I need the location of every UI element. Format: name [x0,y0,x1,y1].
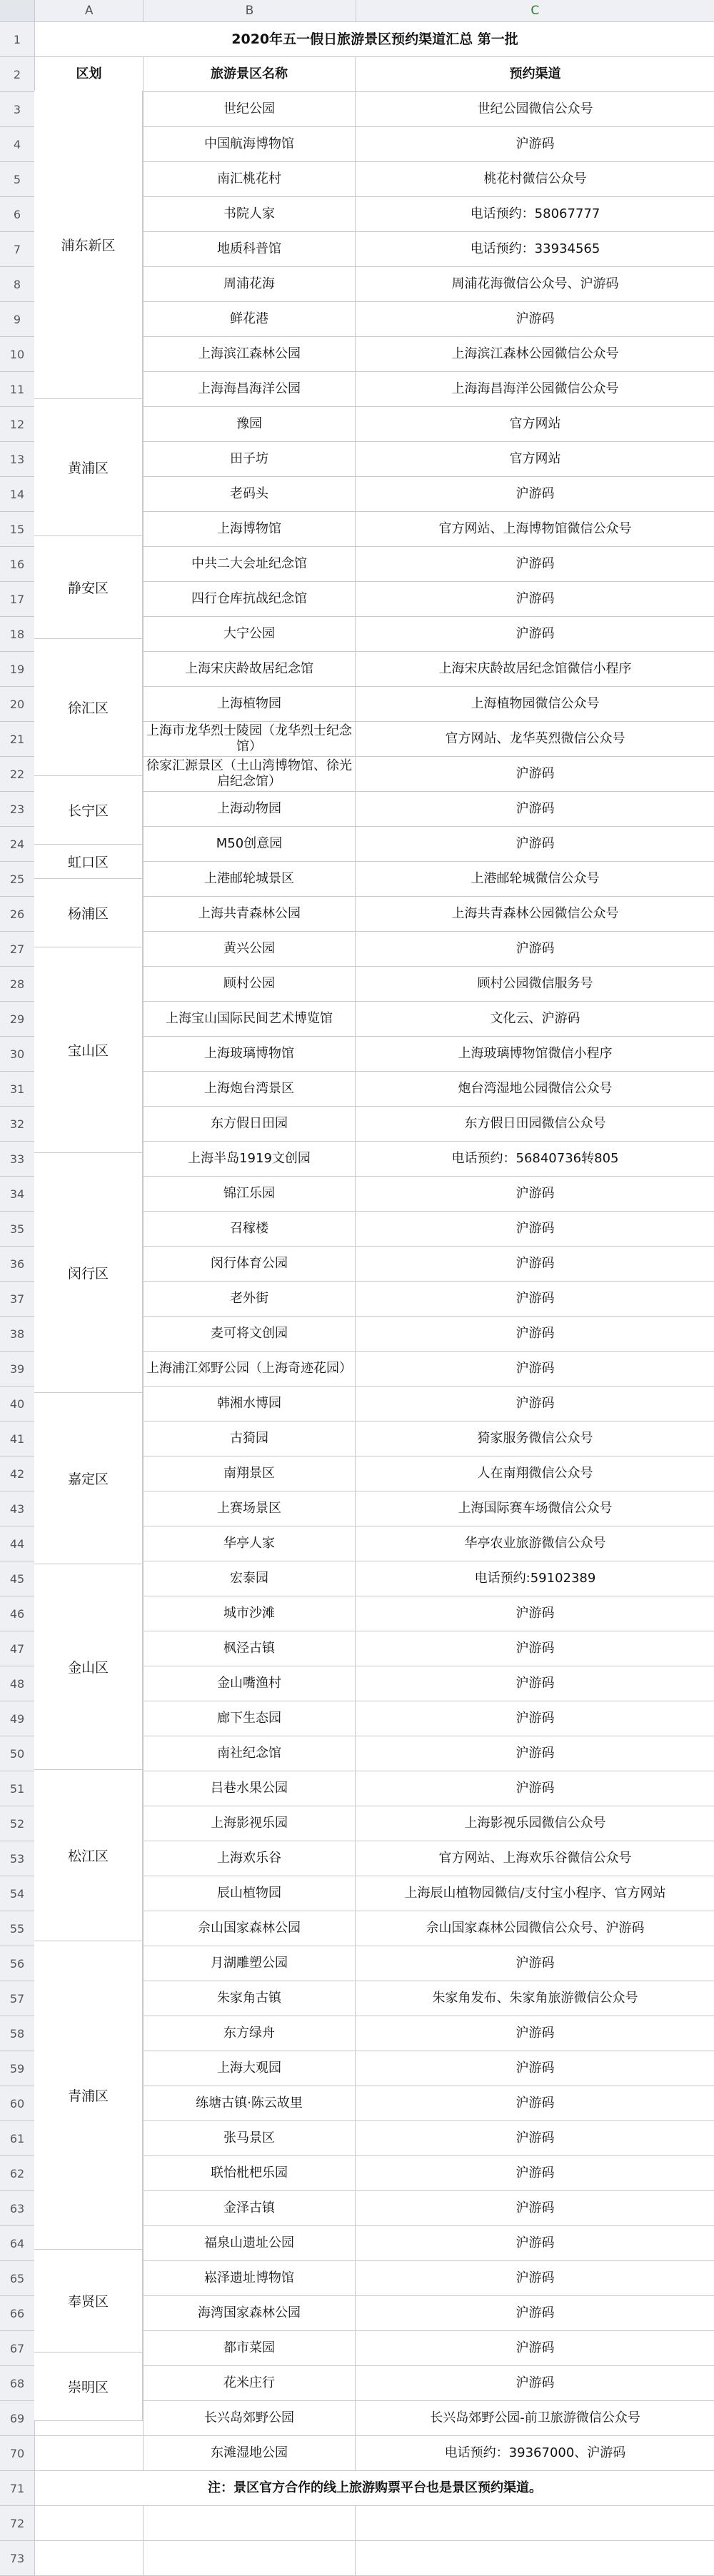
row-number[interactable]: 31 [0,1072,35,1106]
venue-name[interactable]: 上港邮轮城景区 [144,862,356,896]
venue-name[interactable]: 徐家汇源景区（土山湾博物馆、徐光启纪念馆） [144,757,356,791]
booking-channel[interactable]: 沪游码 [516,1221,555,1236]
venue-name[interactable]: 黄兴公园 [144,932,356,966]
row-number[interactable]: 62 [0,2156,35,2190]
row-number[interactable]: 56 [0,1946,35,1981]
venue-name[interactable]: 佘山国家森林公园 [144,1911,356,1946]
venue-name[interactable]: 四行仓库抗战纪念馆 [144,582,356,616]
row-number[interactable]: 52 [0,1806,35,1841]
row-number[interactable]: 53 [0,1841,35,1876]
venue-name[interactable]: 辰山植物园 [144,1876,356,1911]
empty-cell[interactable] [144,2541,356,2575]
venue-name[interactable]: 联怡枇杷乐园 [144,2156,356,2190]
booking-channel[interactable]: 官方网站、上海博物馆微信公众号 [438,521,632,536]
row-number[interactable]: 10 [0,337,35,371]
booking-channel[interactable]: 沪游码 [516,1781,555,1796]
venue-name[interactable]: 东方假日田园 [144,1107,356,1141]
empty-cell[interactable] [356,2506,714,2540]
venue-name[interactable]: 上海宋庆龄故居纪念馆 [144,652,356,686]
venue-name[interactable]: 练塘古镇·陈云故里 [144,2086,356,2120]
booking-channel[interactable]: 沪游码 [516,1641,555,1656]
header-venue[interactable]: 旅游景区名称 [144,57,356,91]
row-number[interactable]: 19 [0,652,35,686]
booking-channel[interactable]: 沪游码 [516,2270,555,2285]
venue-name[interactable]: 上海博物馆 [144,512,356,546]
row-number[interactable]: 35 [0,1212,35,1246]
district-cell[interactable]: 青浦区 [34,1941,143,2250]
booking-channel[interactable]: 沪游码 [516,1956,555,1971]
row-number[interactable]: 66 [0,2296,35,2330]
column-header-c[interactable]: C [531,4,540,18]
district-cell[interactable]: 黄浦区 [34,399,143,536]
booking-channel[interactable]: 周浦花海微信公众号、沪游码 [451,276,619,291]
row-number[interactable]: 51 [0,1771,35,1806]
booking-channel[interactable]: 电话预约:59102389 [474,1571,596,1586]
venue-name[interactable]: 大宁公园 [144,617,356,651]
booking-channel[interactable]: 顾村公园微信服务号 [477,976,593,991]
table-row [0,2471,714,2506]
row-number[interactable]: 21 [0,722,35,756]
booking-channel[interactable]: 上海海昌海洋公园微信公众号 [451,381,619,396]
header-district[interactable]: 区划 [35,57,144,91]
row-number[interactable]: 45 [0,1561,35,1596]
venue-name[interactable]: 崧泽遗址博物馆 [144,2261,356,2295]
venue-name[interactable]: 上海共青森林公园 [144,897,356,931]
venue-name[interactable]: 锦江乐园 [144,1177,356,1211]
booking-channel[interactable]: 沪游码 [516,2340,555,2355]
empty-cell[interactable] [35,2506,144,2540]
row-number[interactable]: 1 [0,22,35,56]
venue-name[interactable]: 上海市龙华烈士陵园（龙华烈士纪念馆） [144,722,356,756]
row-number[interactable]: 9 [0,302,35,336]
booking-channel[interactable]: 上海共青森林公园微信公众号 [451,906,619,921]
venue-name[interactable]: 麦可将文创园 [144,1317,356,1351]
district-cell[interactable]: 浦东新区 [34,91,143,399]
column-header-bar [0,0,714,22]
header-channel[interactable]: 预约渠道 [509,66,561,81]
venue-name[interactable]: 上海大观园 [144,2051,356,2086]
row-number[interactable]: 49 [0,1701,35,1736]
booking-channel[interactable]: 炮台湾湿地公园微信公众号 [458,1081,613,1096]
booking-channel[interactable]: 电话预约：56840736转805 [451,1151,619,1166]
district-cell[interactable]: 静安区 [34,536,143,639]
booking-channel[interactable]: 沪游码 [516,311,555,326]
row-number[interactable]: 57 [0,1981,35,2016]
row-number[interactable]: 25 [0,862,35,896]
booking-channel[interactable]: 上海玻璃博物馆微信小程序 [458,1046,613,1061]
table-row [0,2541,714,2576]
row-number[interactable]: 22 [0,757,35,791]
row-number[interactable]: 39 [0,1352,35,1386]
row-number[interactable]: 70 [0,2436,35,2470]
row-number[interactable]: 65 [0,2261,35,2295]
booking-channel[interactable]: 上海辰山植物园微信/支付宝小程序、官方网站 [404,1886,666,1901]
venue-name[interactable]: 上海动物园 [144,792,356,826]
row-number[interactable]: 47 [0,1631,35,1666]
booking-channel[interactable]: 东方假日田园微信公众号 [464,1116,606,1131]
venue-name[interactable]: 地质科普馆 [144,232,356,266]
row-number[interactable]: 37 [0,1282,35,1316]
booking-channel[interactable]: 沪游码 [516,626,555,641]
booking-channel[interactable]: 沪游码 [516,1711,555,1726]
booking-channel[interactable]: 沪游码 [516,1186,555,1201]
booking-channel[interactable]: 佘山国家森林公园微信公众号、沪游码 [426,1921,645,1936]
venue-name[interactable]: 福泉山遗址公园 [144,2226,356,2260]
district-cell[interactable]: 长宁区 [34,776,143,845]
venue-name[interactable]: 张马景区 [144,2121,356,2155]
row-number[interactable]: 41 [0,1422,35,1456]
booking-channel[interactable]: 猗家服务微信公众号 [477,1431,593,1446]
district-cell[interactable] [35,2436,144,2470]
empty-cell[interactable] [35,2541,144,2575]
row-number[interactable]: 16 [0,547,35,581]
booking-channel[interactable]: 文化云、沪游码 [490,1011,580,1026]
booking-channel[interactable]: 沪游码 [516,2200,555,2215]
booking-channel[interactable]: 沪游码 [516,136,555,151]
row-number[interactable]: 15 [0,512,35,546]
venue-name[interactable]: 上海浦江郊野公园（上海奇迹花园） [144,1352,356,1386]
venue-name[interactable]: 中国航海博物馆 [144,127,356,161]
column-header-a[interactable]: A [35,0,144,21]
venue-name[interactable]: 周浦花海 [144,267,356,301]
district-cell[interactable]: 虹口区 [34,845,143,879]
row-number[interactable]: 30 [0,1037,35,1071]
venue-name[interactable]: 南汇桃花村 [144,162,356,196]
district-cell[interactable]: 宝山区 [34,947,143,1153]
row-number[interactable]: 2 [0,57,35,91]
row-number[interactable]: 54 [0,1876,35,1911]
venue-name[interactable]: 花米庄行 [144,2366,356,2400]
booking-channel[interactable]: 上海宋庆龄故居纪念馆微信小程序 [438,661,632,676]
row-number[interactable]: 68 [0,2366,35,2400]
venue-name[interactable]: 朱家角古镇 [144,1981,356,2016]
column-header-b[interactable]: B [144,0,356,21]
booking-channel[interactable]: 沪游码 [516,1256,555,1271]
row-number[interactable]: 48 [0,1666,35,1701]
venue-name[interactable]: 廊下生态园 [144,1701,356,1736]
venue-name[interactable]: 海湾国家森林公园 [144,2296,356,2330]
row-number[interactable]: 26 [0,897,35,931]
venue-name[interactable]: 上海植物园 [144,687,356,721]
booking-channel[interactable]: 长兴岛郊野公园-前卫旅游微信公众号 [430,2410,640,2425]
row-number[interactable]: 18 [0,617,35,651]
booking-channel[interactable]: 沪游码 [516,591,555,606]
booking-channel[interactable]: 电话预约：39367000、沪游码 [444,2445,626,2460]
row-number[interactable]: 36 [0,1247,35,1281]
venue-name[interactable]: 田子坊 [144,442,356,476]
booking-channel[interactable]: 官方网站 [509,416,561,431]
venue-name[interactable]: 东方绿舟 [144,2016,356,2051]
row-number[interactable]: 11 [0,372,35,406]
venue-name[interactable]: 月湖雕塑公园 [144,1946,356,1981]
booking-channel[interactable]: 沪游码 [516,2130,555,2145]
row-number[interactable]: 67 [0,2331,35,2365]
booking-channel[interactable]: 沪游码 [516,2061,555,2076]
booking-channel[interactable]: 沪游码 [516,1361,555,1376]
venue-name[interactable]: 吕巷水果公园 [144,1771,356,1806]
district-cell[interactable]: 松江区 [34,1770,143,1941]
row-number[interactable]: 32 [0,1107,35,1141]
venue-name[interactable]: 书院人家 [144,197,356,231]
row-number[interactable]: 8 [0,267,35,301]
booking-channel[interactable]: 沪游码 [516,1606,555,1621]
venue-name[interactable]: 顾村公园 [144,967,356,1001]
sheet-title[interactable]: 2020年五一假日旅游景区预约渠道汇总 第一批 [231,31,518,47]
venue-name[interactable]: 上海欢乐谷 [144,1841,356,1876]
booking-channel[interactable]: 沪游码 [516,941,555,956]
venue-name[interactable]: 老外街 [144,1282,356,1316]
row-number[interactable]: 14 [0,477,35,511]
booking-channel[interactable]: 上海国际赛车场微信公众号 [458,1501,613,1516]
row-number[interactable]: 55 [0,1911,35,1946]
venue-name[interactable]: 闵行体育公园 [144,1247,356,1281]
row-number[interactable]: 69 [0,2401,35,2435]
row-number[interactable]: 61 [0,2121,35,2155]
table-row [0,22,714,57]
district-cell[interactable]: 崇明区 [34,2353,143,2421]
booking-channel[interactable]: 沪游码 [516,2026,555,2041]
district-cell[interactable]: 奉贤区 [34,2250,143,2353]
booking-channel[interactable]: 电话预约：33934565 [470,241,600,256]
district-cell[interactable]: 闵行区 [34,1153,143,1393]
booking-channel[interactable]: 沪游码 [516,1396,555,1411]
booking-channel[interactable]: 沪游码 [516,556,555,571]
venue-name[interactable]: 古猗园 [144,1422,356,1456]
venue-name[interactable]: 南翔景区 [144,1456,356,1491]
venue-name[interactable]: 上海滨江森林公园 [144,337,356,371]
venue-name[interactable]: 长兴岛郊野公园 [144,2401,356,2435]
row-number[interactable]: 60 [0,2086,35,2120]
row-number[interactable]: 4 [0,127,35,161]
venue-name[interactable]: 宏泰园 [144,1561,356,1596]
row-number[interactable]: 5 [0,162,35,196]
row-number[interactable]: 29 [0,1002,35,1036]
empty-cell[interactable] [144,2506,356,2540]
booking-channel[interactable]: 上海滨江森林公园微信公众号 [451,346,619,361]
row-number[interactable]: 20 [0,687,35,721]
row-number[interactable]: 34 [0,1177,35,1211]
venue-name[interactable]: 召稼楼 [144,1212,356,1246]
booking-channel[interactable]: 沪游码 [516,2235,555,2250]
table-row [0,2436,714,2471]
venue-name[interactable]: 都市菜园 [144,2331,356,2365]
venue-name[interactable]: 上海影视乐园 [144,1806,356,1841]
district-cell[interactable]: 金山区 [34,1564,143,1770]
row-number[interactable]: 23 [0,792,35,826]
booking-channel[interactable]: 桃花村微信公众号 [483,171,587,186]
booking-channel[interactable]: 沪游码 [516,766,555,781]
booking-channel[interactable]: 沪游码 [516,1326,555,1341]
venue-name[interactable]: 华亭人家 [144,1526,356,1561]
venue-name[interactable]: 上海炮台湾景区 [144,1072,356,1106]
booking-channel[interactable]: 上海植物园微信公众号 [471,696,600,711]
venue-name[interactable]: 城市沙滩 [144,1596,356,1631]
venue-name[interactable]: 上海半岛1919文创园 [144,1142,356,1176]
booking-channel[interactable]: 沪游码 [516,1291,555,1306]
venue-name[interactable]: 豫园 [144,407,356,441]
booking-channel[interactable]: 沪游码 [516,486,555,501]
booking-channel[interactable]: 华亭农业旅游微信公众号 [464,1536,606,1551]
venue-name[interactable]: 上海宝山国际民间艺术博览馆 [144,1002,356,1036]
booking-channel[interactable]: 沪游码 [516,2305,555,2320]
district-cell[interactable]: 徐汇区 [34,639,143,776]
booking-channel[interactable]: 沪游码 [516,2165,555,2180]
row-number[interactable]: 44 [0,1526,35,1561]
booking-channel[interactable]: 沪游码 [516,2375,555,2390]
row-number[interactable]: 71 [0,2471,35,2505]
row-number[interactable]: 38 [0,1317,35,1351]
venue-name[interactable]: 金泽古镇 [144,2191,356,2225]
booking-channel[interactable]: 官方网站、上海欢乐谷微信公众号 [438,1851,632,1866]
row-number[interactable]: 73 [0,2541,35,2575]
row-number[interactable]: 12 [0,407,35,441]
row-number[interactable]: 28 [0,967,35,1001]
row-number[interactable]: 46 [0,1596,35,1631]
row-number[interactable]: 3 [0,92,35,126]
row-number[interactable]: 27 [0,932,35,966]
row-number[interactable]: 43 [0,1491,35,1526]
row-number[interactable]: 59 [0,2051,35,2086]
booking-channel[interactable]: 沪游码 [516,2095,555,2110]
booking-channel[interactable]: 沪游码 [516,1676,555,1691]
row-number[interactable]: 33 [0,1142,35,1176]
venue-name[interactable]: 东滩湿地公园 [144,2436,356,2470]
row-number[interactable]: 7 [0,232,35,266]
row-number[interactable]: 6 [0,197,35,231]
row-number[interactable]: 40 [0,1387,35,1421]
row-number[interactable]: 24 [0,827,35,861]
row-number[interactable]: 13 [0,442,35,476]
venue-name[interactable]: M50创意园 [144,827,356,861]
empty-cell[interactable] [356,2541,714,2575]
venue-name[interactable]: 金山嘴渔村 [144,1666,356,1701]
district-cell[interactable]: 杨浦区 [34,879,143,947]
district-cell[interactable]: 嘉定区 [34,1393,143,1564]
booking-channel[interactable]: 上港邮轮城微信公众号 [471,871,600,886]
row-number[interactable]: 42 [0,1456,35,1491]
venue-name[interactable]: 世纪公园 [144,92,356,126]
row-number[interactable]: 17 [0,582,35,616]
booking-channel[interactable]: 世纪公园微信公众号 [477,101,593,116]
table-row [0,2506,714,2541]
row-number[interactable]: 50 [0,1736,35,1771]
venue-name[interactable]: 枫泾古镇 [144,1631,356,1666]
venue-name[interactable]: 韩湘水博园 [144,1387,356,1421]
table-row [0,57,714,92]
row-number[interactable]: 63 [0,2191,35,2225]
booking-channel[interactable]: 沪游码 [516,801,555,816]
booking-channel[interactable]: 人在南翔微信公众号 [477,1466,593,1481]
venue-name[interactable]: 南社纪念馆 [144,1736,356,1771]
venue-name[interactable]: 老码头 [144,477,356,511]
venue-name[interactable]: 上赛场景区 [144,1491,356,1526]
booking-channel[interactable]: 沪游码 [516,1746,555,1761]
select-all-corner[interactable] [0,0,35,21]
venue-name[interactable]: 鲜花港 [144,302,356,336]
row-number[interactable]: 72 [0,2506,35,2540]
booking-channel[interactable]: 官方网站、龙华英烈微信公众号 [445,731,625,746]
row-number[interactable]: 64 [0,2226,35,2260]
venue-name[interactable]: 上海海昌海洋公园 [144,372,356,406]
booking-channel[interactable]: 朱家角发布、朱家角旅游微信公众号 [432,1991,638,2006]
sheet-grid [0,22,714,2576]
booking-channel[interactable]: 沪游码 [516,836,555,851]
booking-channel[interactable]: 官方网站 [509,451,561,466]
venue-name[interactable]: 上海玻璃博物馆 [144,1037,356,1071]
booking-channel[interactable]: 电话预约：58067777 [470,206,600,221]
booking-channel[interactable]: 上海影视乐园微信公众号 [464,1816,606,1831]
venue-name[interactable]: 中共二大会址纪念馆 [144,547,356,581]
footnote[interactable]: 注：景区官方合作的线上旅游购票平台也是景区预约渠道。 [208,2480,542,2495]
row-number[interactable]: 58 [0,2016,35,2051]
